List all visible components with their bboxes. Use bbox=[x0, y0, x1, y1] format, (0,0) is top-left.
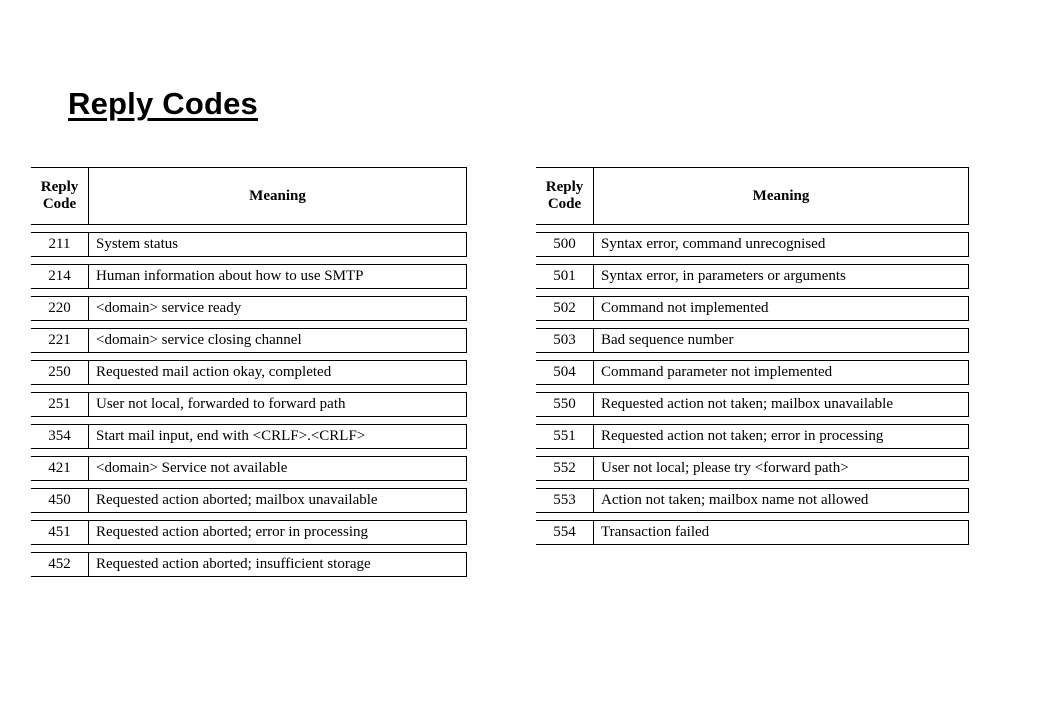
row-spacer bbox=[31, 545, 467, 553]
reply-code-cell: 450 bbox=[31, 489, 89, 513]
meaning-cell: Command not implemented bbox=[594, 297, 969, 321]
meaning-cell: System status bbox=[89, 233, 467, 257]
table-body bbox=[536, 225, 969, 545]
meaning-cell: Requested mail action okay, completed bbox=[89, 361, 467, 385]
column-header-reply-code: Reply Code bbox=[31, 168, 89, 225]
reply-code-cell: 551 bbox=[536, 425, 594, 449]
table-row bbox=[536, 521, 969, 545]
table-header-row bbox=[536, 168, 969, 225]
row-spacer-cell bbox=[536, 289, 969, 297]
table-row bbox=[31, 265, 467, 289]
row-spacer-cell bbox=[31, 513, 467, 521]
table-row bbox=[31, 521, 467, 545]
table-row bbox=[536, 393, 969, 417]
reply-code-cell: 554 bbox=[536, 521, 594, 545]
row-spacer bbox=[31, 449, 467, 457]
row-spacer-cell bbox=[31, 257, 467, 265]
table-row bbox=[536, 329, 969, 353]
table-row bbox=[536, 233, 969, 257]
reply-code-cell: 220 bbox=[31, 297, 89, 321]
table-row bbox=[536, 489, 969, 513]
meaning-cell: Command parameter not implemented bbox=[594, 361, 969, 385]
row-spacer-cell bbox=[31, 321, 467, 329]
reply-code-cell: 250 bbox=[31, 361, 89, 385]
reply-code-cell: 221 bbox=[31, 329, 89, 353]
table-row bbox=[31, 361, 467, 385]
meaning-cell: Human information about how to use SMTP bbox=[89, 265, 467, 289]
row-spacer bbox=[536, 449, 969, 457]
meaning-cell: Requested action aborted; mailbox unavailable bbox=[89, 489, 467, 513]
row-spacer bbox=[31, 417, 467, 425]
meaning-cell: Requested action not taken; error in processing bbox=[594, 425, 969, 449]
reply-code-cell: 552 bbox=[536, 457, 594, 481]
row-spacer-cell bbox=[31, 449, 467, 457]
row-spacer-cell bbox=[31, 545, 467, 553]
meaning-cell: <domain> service closing channel bbox=[89, 329, 467, 353]
reply-codes-table-left bbox=[31, 167, 467, 577]
row-spacer bbox=[536, 257, 969, 265]
table-row bbox=[31, 425, 467, 449]
row-spacer-cell bbox=[536, 321, 969, 329]
row-spacer bbox=[536, 225, 969, 233]
meaning-cell: User not local, forwarded to forward path bbox=[89, 393, 467, 417]
row-spacer-cell bbox=[31, 417, 467, 425]
column-header-meaning: Meaning bbox=[89, 168, 467, 225]
table-row bbox=[31, 297, 467, 321]
row-spacer-cell bbox=[536, 449, 969, 457]
reply-code-cell: 501 bbox=[536, 265, 594, 289]
meaning-cell: Requested action aborted; insufficient storage bbox=[89, 553, 467, 577]
reply-code-cell: 211 bbox=[31, 233, 89, 257]
reply-code-cell: 251 bbox=[31, 393, 89, 417]
meaning-cell: <domain> Service not available bbox=[89, 457, 467, 481]
row-spacer-cell bbox=[31, 289, 467, 297]
table-row bbox=[536, 361, 969, 385]
table-row bbox=[31, 457, 467, 481]
table-row bbox=[536, 457, 969, 481]
meaning-cell: Requested action not taken; mailbox unavailable bbox=[594, 393, 969, 417]
reply-code-cell: 421 bbox=[31, 457, 89, 481]
row-spacer-cell bbox=[536, 481, 969, 489]
row-spacer-cell bbox=[536, 225, 969, 233]
reply-code-cell: 451 bbox=[31, 521, 89, 545]
meaning-cell: Start mail input, end with <CRLF>.<CRLF> bbox=[89, 425, 467, 449]
row-spacer bbox=[536, 417, 969, 425]
row-spacer bbox=[31, 353, 467, 361]
row-spacer bbox=[536, 385, 969, 393]
row-spacer bbox=[31, 481, 467, 489]
row-spacer bbox=[31, 321, 467, 329]
column-header-reply-code: Reply Code bbox=[536, 168, 594, 225]
row-spacer bbox=[31, 257, 467, 265]
reply-code-cell: 504 bbox=[536, 361, 594, 385]
row-spacer bbox=[31, 289, 467, 297]
reply-code-cell: 550 bbox=[536, 393, 594, 417]
row-spacer-cell bbox=[536, 417, 969, 425]
meaning-cell: Action not taken; mailbox name not allowed bbox=[594, 489, 969, 513]
row-spacer-cell bbox=[536, 257, 969, 265]
row-spacer bbox=[31, 225, 467, 233]
row-spacer bbox=[31, 385, 467, 393]
reply-code-cell: 452 bbox=[31, 553, 89, 577]
row-spacer-cell bbox=[31, 481, 467, 489]
meaning-cell: User not local; please try <forward path> bbox=[594, 457, 969, 481]
meaning-cell: Syntax error, command unrecognised bbox=[594, 233, 969, 257]
reply-code-cell: 354 bbox=[31, 425, 89, 449]
row-spacer-cell bbox=[536, 385, 969, 393]
row-spacer-cell bbox=[31, 225, 467, 233]
row-spacer bbox=[31, 513, 467, 521]
row-spacer-cell bbox=[31, 353, 467, 361]
table-row bbox=[31, 233, 467, 257]
table-row bbox=[31, 329, 467, 353]
table-row bbox=[536, 425, 969, 449]
row-spacer-cell bbox=[536, 513, 969, 521]
reply-code-cell: 553 bbox=[536, 489, 594, 513]
reply-code-cell: 503 bbox=[536, 329, 594, 353]
reply-code-cell: 502 bbox=[536, 297, 594, 321]
table-row bbox=[31, 489, 467, 513]
row-spacer-cell bbox=[31, 385, 467, 393]
reply-code-cell: 500 bbox=[536, 233, 594, 257]
column-header-meaning: Meaning bbox=[594, 168, 969, 225]
meaning-cell: Syntax error, in parameters or arguments bbox=[594, 265, 969, 289]
row-spacer-cell bbox=[536, 353, 969, 361]
table-row bbox=[31, 553, 467, 577]
meaning-cell: <domain> service ready bbox=[89, 297, 467, 321]
page-title: Reply Codes bbox=[68, 86, 258, 121]
meaning-cell: Bad sequence number bbox=[594, 329, 969, 353]
row-spacer bbox=[536, 353, 969, 361]
row-spacer bbox=[536, 289, 969, 297]
table-row bbox=[536, 265, 969, 289]
row-spacer bbox=[536, 513, 969, 521]
row-spacer bbox=[536, 481, 969, 489]
table-body bbox=[31, 225, 467, 577]
reply-codes-table-right bbox=[536, 167, 969, 545]
table-row bbox=[31, 393, 467, 417]
table-row bbox=[536, 297, 969, 321]
row-spacer bbox=[536, 321, 969, 329]
table-header-row bbox=[31, 168, 467, 225]
reply-code-cell: 214 bbox=[31, 265, 89, 289]
meaning-cell: Requested action aborted; error in processing bbox=[89, 521, 467, 545]
meaning-cell: Transaction failed bbox=[594, 521, 969, 545]
